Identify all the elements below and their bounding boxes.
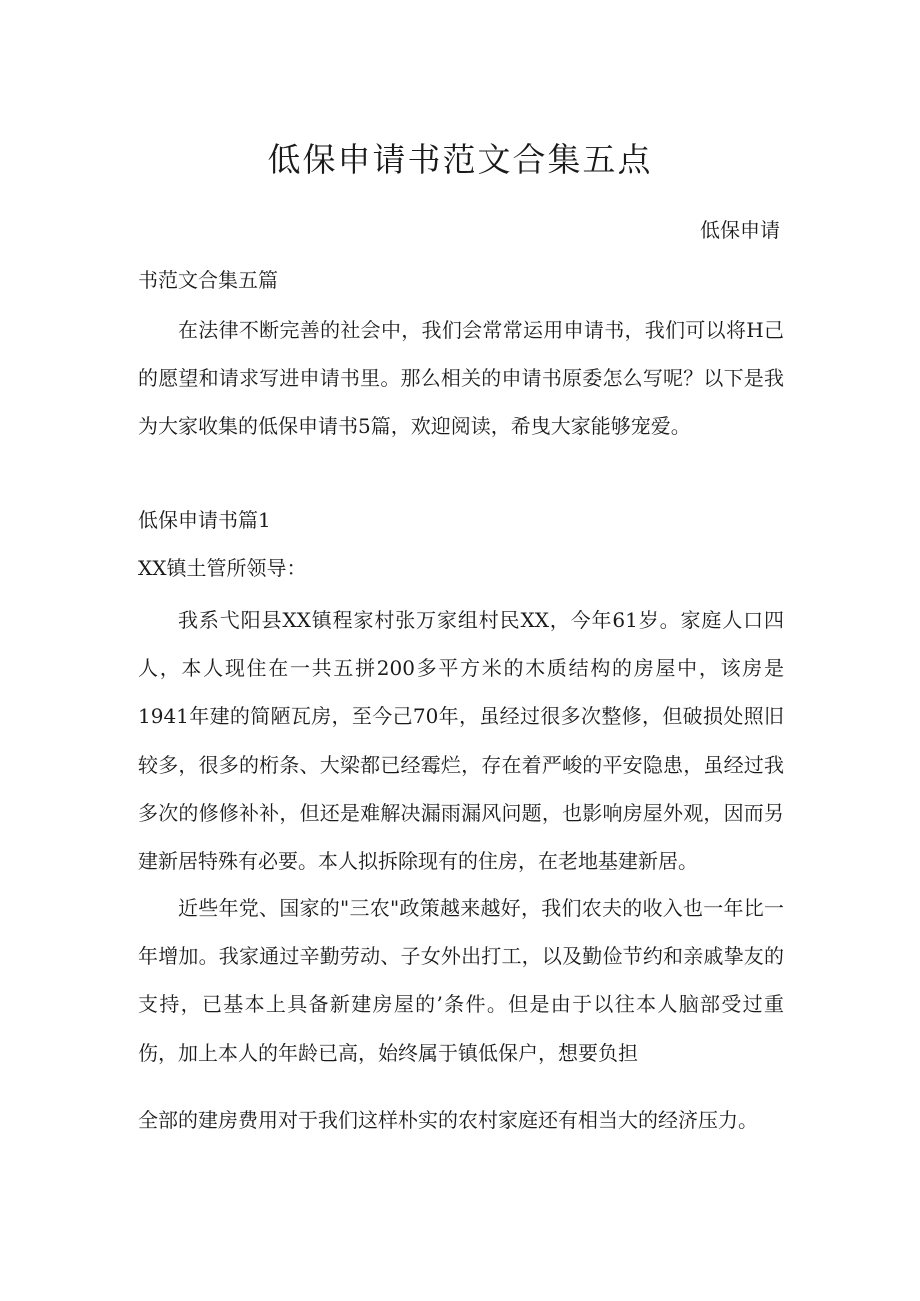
salutation: XX镇土管所领导： xyxy=(138,556,307,580)
document-title: 低保申请书范文合集五点 xyxy=(267,140,653,179)
body-paragraph-3: 全部的建房费用对于我们这样朴实的农村家庭还有相当大的经济压力。 xyxy=(138,1108,758,1132)
subtitle-left: 书范文合集五篇 xyxy=(138,268,278,292)
intro-paragraph: 在法律不断完善的社会中，我们会常常运用申请书，我们可以将H己的愿望和请求写进申请书里。那么相关的申请书原委怎么写呢？以下是我为大家收集的低保申请书5篇，欢迎阅读，希曳大家能够宠爱。 xyxy=(138,318,784,439)
subtitle-right: 低保申请 xyxy=(700,218,780,242)
section-heading: 低保申请书篇1 xyxy=(138,508,271,532)
body-paragraph-2: 近些年党、国家的"三农"政策越来越好，我们农夫的收入也一年比一年增加。我家通过辛勤劳动、子女外出打工，以及勤俭节约和亲戚挚友的支持，已基本上具备新建房屋的’条件。但是由于以往本人脑部受过重伤，加上本人的年龄已高，始终属于镇低保户，想要负担 xyxy=(138,896,784,1065)
body-paragraph-1: 我系弋阳县XX镇程家村张万家组村民XX，今年61岁。家庭人口四人，本人现住在一共五拼200多平方米的木质结构的房屋中，该房是1941年建的简陋瓦房，至今己70年，虽经过很多次整修，但破损处照旧较多，很多的桁条、大梁都已经霉烂，存在着严峻的平安隐患，虽经过我多次的修修补补，但还是难解决漏雨漏风问题，也影响房屋外观，因而另建新居特殊有必要。本人拟拆除现有的住房，在老地基建新居。 xyxy=(138,608,784,874)
